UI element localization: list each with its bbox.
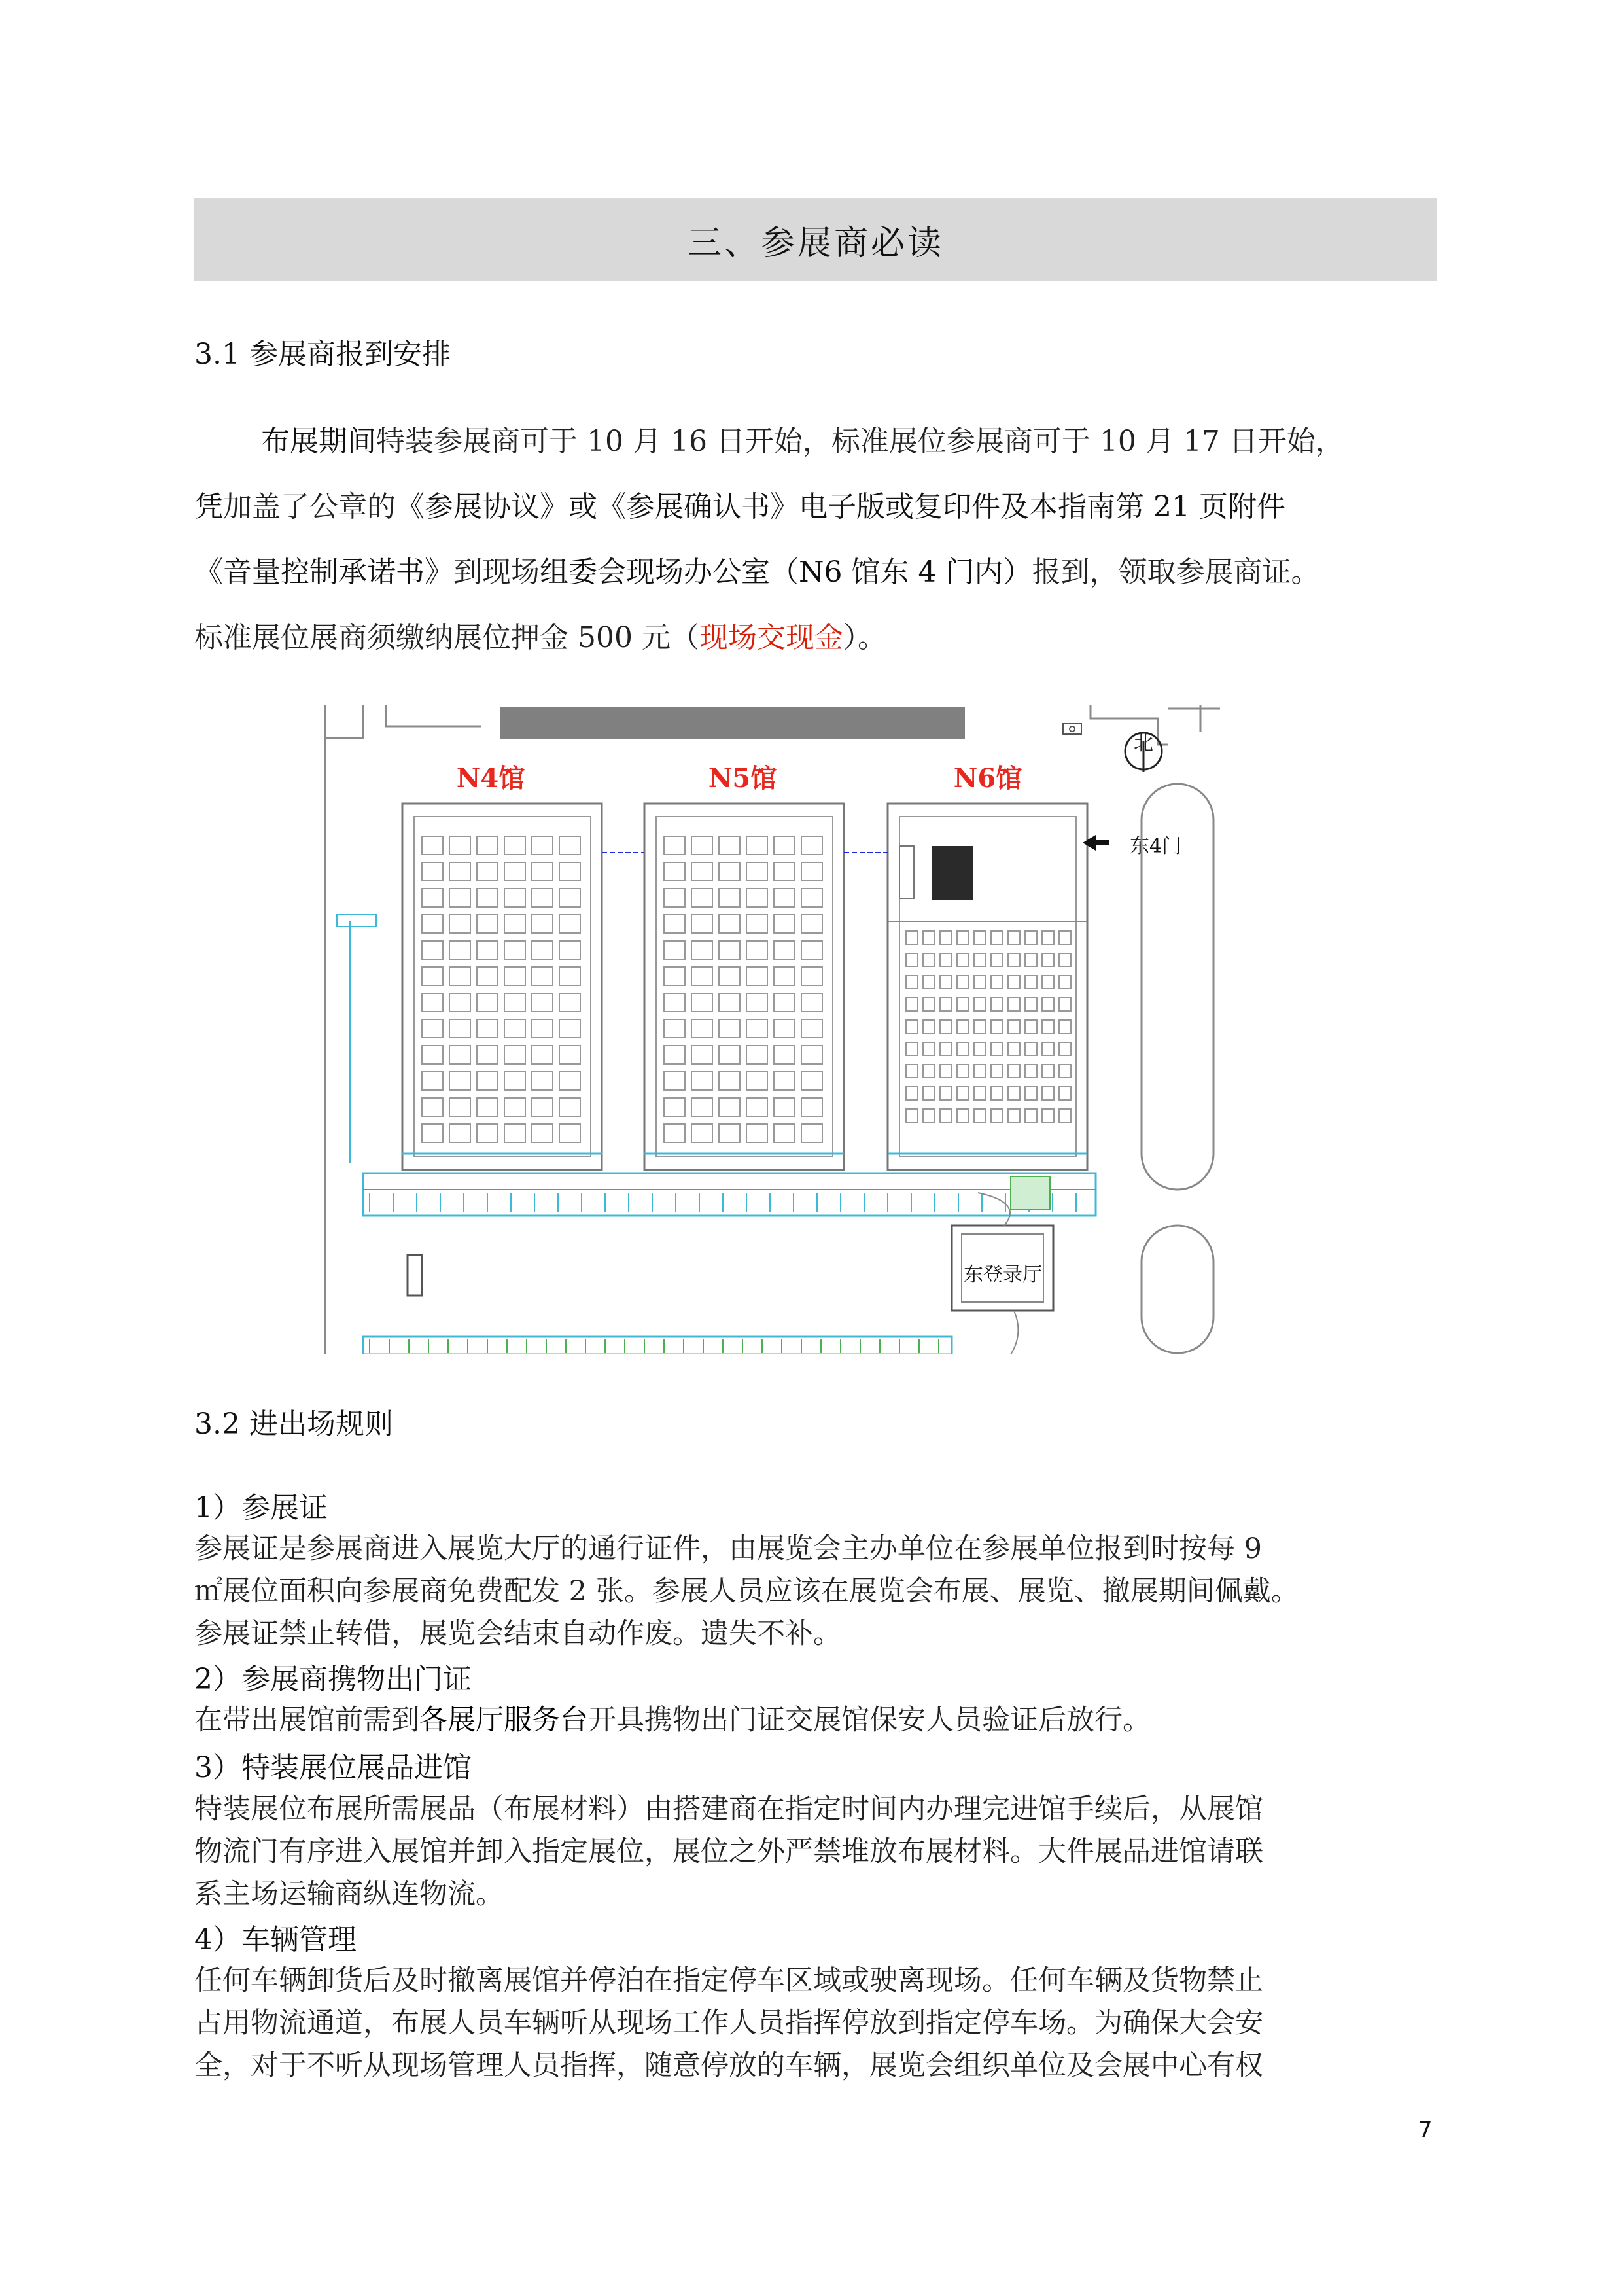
booth-outline: [719, 1046, 740, 1064]
booth-outline: [746, 915, 767, 933]
booth-outline: [957, 1109, 969, 1122]
plain-text: 报到，领取参展商证。: [1032, 556, 1320, 589]
booth-outline: [532, 1019, 553, 1038]
booth-outline: [923, 953, 935, 966]
booth-outline: [719, 993, 740, 1012]
booth-outline: [1025, 1109, 1037, 1122]
text-line: 参展证禁止转借，展览会结束自动作废。遗失不补。: [194, 1617, 841, 1650]
booth-outline: [1008, 1042, 1020, 1055]
booth-outline: [449, 1098, 470, 1116]
booth-outline: [664, 1019, 685, 1038]
booth-outline: [422, 941, 443, 959]
plain-text: ）。: [843, 621, 886, 654]
booth-outline: [449, 1072, 470, 1090]
booth-outline: [664, 1124, 685, 1142]
booth-outline: [974, 1020, 986, 1033]
text-line: 占用物流通道，布展人员车辆听从现场工作人员指挥停放到指定停车场。为确保大会安: [194, 2007, 1263, 2040]
booth-outline: [449, 1124, 470, 1142]
booth-outline: [691, 915, 712, 933]
booth-outline: [991, 976, 1003, 989]
booth-outline: [1059, 1087, 1071, 1100]
booth-outline: [504, 993, 525, 1012]
booth-outline: [449, 889, 470, 907]
booth-outline: [774, 1019, 795, 1038]
booth-outline: [923, 1065, 935, 1078]
text-line: 系主场运输商纵连物流。: [194, 1878, 504, 1911]
paragraph-3-1-line-2: [194, 474, 1437, 540]
booth-outline: [532, 915, 553, 933]
booth-outline: [559, 915, 580, 933]
booth-outline: [991, 1065, 1003, 1078]
booth-outline: [559, 1046, 580, 1064]
heading-3-1: 3.1 参展商报到安排: [194, 338, 451, 371]
booth-outline: [746, 1124, 767, 1142]
registration-label: 东登录厅: [964, 1263, 1042, 1286]
booth-outline: [504, 889, 525, 907]
east-gate-label: 东4门: [1130, 835, 1182, 858]
plain-text: 开具携物出门证交展馆保安人员验证后放行。: [588, 1704, 1151, 1737]
booth-outline: [906, 1109, 918, 1122]
item-4-text: [194, 1960, 1437, 2087]
booth-outline: [559, 1124, 580, 1142]
booth-outline: [774, 862, 795, 881]
booth-outline: [940, 1087, 952, 1100]
booth-outline: [532, 941, 553, 959]
booth-outline: [746, 1019, 767, 1038]
booth-outline: [1025, 1087, 1037, 1100]
item-2-title: 2）参展商携物出门证: [194, 1663, 472, 1696]
booth-outline: [940, 1042, 952, 1055]
booth-outline: [477, 915, 498, 933]
booth-outline: [906, 976, 918, 989]
item-3-title: 3）特装展位展品进馆: [194, 1751, 472, 1784]
booth-outline: [1008, 1020, 1020, 1033]
booth-outline: [1042, 953, 1054, 966]
booth-outline: [801, 1098, 822, 1116]
booth-outline: [1008, 1109, 1020, 1122]
booth-outline: [477, 889, 498, 907]
booth-outline: [719, 1124, 740, 1142]
booth-outline: [801, 1124, 822, 1142]
hall-n6: [888, 804, 1087, 1170]
plain-text: 加盖了公章的: [223, 490, 396, 523]
booth-outline: [1025, 976, 1037, 989]
booth-outline: [422, 1046, 443, 1064]
emph-text: 《参展协议》或《参展确认书》电子版或复印件及本指南第 21 页附件: [396, 490, 1285, 523]
booth-outline: [1008, 1065, 1020, 1078]
booth-outline: [532, 993, 553, 1012]
booth-outline: [746, 836, 767, 855]
booth-outline: [504, 1098, 525, 1116]
booth-outline: [906, 1042, 918, 1055]
booth-outline: [532, 967, 553, 985]
booth-outline: [957, 1042, 969, 1055]
paragraph-3-1-line-4: [194, 605, 1437, 671]
item-3-text: [194, 1788, 1437, 1916]
booth-outline: [664, 941, 685, 959]
booth-outline: [923, 998, 935, 1011]
hall-n4: [402, 804, 602, 1170]
booth-outline: [1042, 931, 1054, 944]
booth-outline: [477, 836, 498, 855]
booth-outline: [1025, 1020, 1037, 1033]
booth-outline: [1059, 976, 1071, 989]
booth-outline: [504, 1046, 525, 1064]
booth-outline: [664, 1098, 685, 1116]
text-line: 全，对于不听从现场管理人员指挥，随意停放的车辆，展览会组织单位及会展中心有权: [194, 2049, 1263, 2082]
booth-outline: [719, 1072, 740, 1090]
booth-outline: [957, 976, 969, 989]
booth-outline: [1059, 1065, 1071, 1078]
booth-outline: [940, 1109, 952, 1122]
booth-outline: [1025, 931, 1037, 944]
booth-outline: [504, 967, 525, 985]
booth-outline: [1059, 931, 1071, 944]
booth-outline: [1008, 998, 1020, 1011]
booth-outline: [691, 1124, 712, 1142]
booth-outline: [559, 889, 580, 907]
booth-outline: [774, 915, 795, 933]
booth-outline: [504, 941, 525, 959]
hall-label-n4: N4馆: [456, 763, 525, 794]
item-1-text: [194, 1528, 1437, 1655]
booth-outline: [940, 1020, 952, 1033]
booth-outline: [974, 998, 986, 1011]
booth-outline: [691, 862, 712, 881]
booth-outline: [801, 889, 822, 907]
text-line: 物流门有序进入展馆并卸入指定展位，展位之外严禁堆放布展材料。大件展品进馆请联: [194, 1835, 1263, 1868]
emph-text: 组委会现场办公室（N6 馆东 4 门内）: [540, 556, 1032, 589]
booth-outline: [801, 915, 822, 933]
booth-outline: [974, 1109, 986, 1122]
booth-outline: [664, 889, 685, 907]
booth-outline: [664, 993, 685, 1012]
booth-outline: [906, 1065, 918, 1078]
booth-outline: [1025, 1065, 1037, 1078]
booth-outline: [991, 1020, 1003, 1033]
booth-outline: [691, 1046, 712, 1064]
north-label: 北: [1134, 732, 1153, 755]
booth-outline: [746, 1072, 767, 1090]
booth-outline: [906, 1087, 918, 1100]
booth-outline: [957, 1065, 969, 1078]
booth-outline: [477, 993, 498, 1012]
booth-outline: [1008, 931, 1020, 944]
booth-outline: [449, 967, 470, 985]
section-banner: [194, 198, 1437, 281]
booth-outline: [774, 1072, 795, 1090]
booth-outline: [664, 1072, 685, 1090]
booth-outline: [940, 1065, 952, 1078]
text-line: ㎡展位面积向参展商免费配发 2 张。参展人员应该在展览会布展、展览、撤展期间佩戴。: [194, 1575, 1299, 1608]
booth-outline: [1008, 1087, 1020, 1100]
page-number: 7: [1418, 2117, 1433, 2143]
booth-outline: [691, 993, 712, 1012]
text-line: 任何车辆卸货后及时撤离展馆并停泊在指定停车区域或驶离现场。任何车辆及货物禁止: [194, 1964, 1263, 1997]
section-title: 三、参展商必读: [687, 223, 944, 263]
booth-outline: [1042, 1065, 1054, 1078]
booth-outline: [923, 931, 935, 944]
booth-outline: [449, 1019, 470, 1038]
booth-outline: [906, 931, 918, 944]
booth-outline: [422, 836, 443, 855]
booth-outline: [957, 953, 969, 966]
hall-n5: [644, 804, 844, 1170]
booth-outline: [691, 1072, 712, 1090]
booth-outline: [940, 976, 952, 989]
hall-label-n6: N6馆: [953, 763, 1022, 794]
booth-outline: [691, 1098, 712, 1116]
booth-outline: [477, 1019, 498, 1038]
booth-outline: [532, 836, 553, 855]
booth-outline: [532, 862, 553, 881]
booth-outline: [1059, 1042, 1071, 1055]
booth-outline: [746, 993, 767, 1012]
booth-outline: [1042, 976, 1054, 989]
paragraph-3-1-line-1: [194, 409, 1437, 474]
booth-outline: [664, 915, 685, 933]
booth-outline: [1042, 1020, 1054, 1033]
booth-outline: [923, 1109, 935, 1122]
booth-outline: [477, 1046, 498, 1064]
booth-outline: [504, 1124, 525, 1142]
booth-outline: [559, 967, 580, 985]
booth-outline: [974, 1042, 986, 1055]
item-1-title: 1）参展证: [194, 1491, 328, 1525]
heading-3-2: 3.2 进出场规则: [194, 1407, 393, 1441]
booth-outline: [532, 1098, 553, 1116]
item-2-text: [194, 1699, 1437, 1742]
booth-outline: [923, 1087, 935, 1100]
booth-outline: [559, 1072, 580, 1090]
booth-outline: [719, 836, 740, 855]
booth-outline: [559, 862, 580, 881]
booth-outline: [801, 941, 822, 959]
hall-n6-dark-block: [932, 846, 973, 900]
booth-outline: [940, 953, 952, 966]
booth-outline: [664, 1046, 685, 1064]
booth-outline: [774, 967, 795, 985]
booth-outline: [1008, 953, 1020, 966]
booth-outline: [477, 862, 498, 881]
booth-outline: [746, 967, 767, 985]
booth-outline: [477, 967, 498, 985]
booth-outline: [664, 862, 685, 881]
booth-outline: [449, 993, 470, 1012]
booth-outline: [940, 998, 952, 1011]
top-building-bar: [500, 707, 965, 739]
booth-outline: [449, 836, 470, 855]
booth-outline: [974, 931, 986, 944]
booth-outline: [991, 1042, 1003, 1055]
booth-outline: [991, 953, 1003, 966]
booth-outline: [940, 931, 952, 944]
booth-outline: [422, 1019, 443, 1038]
booth-outline: [719, 967, 740, 985]
booth-outline: [532, 1124, 553, 1142]
booth-outline: [559, 941, 580, 959]
booth-outline: [719, 862, 740, 881]
booth-outline: [422, 1124, 443, 1142]
booth-outline: [691, 1019, 712, 1038]
booth-outline: [532, 889, 553, 907]
text-line: 参展证是参展商进入展览大厅的通行证件，由展览会主办单位在参展单位报到时按每 9: [194, 1532, 1263, 1565]
booth-outline: [923, 1042, 935, 1055]
booth-outline: [1042, 1042, 1054, 1055]
booth-outline: [1042, 1109, 1054, 1122]
booth-outline: [449, 941, 470, 959]
text-line: 特装展位布展所需展品（布展材料）由搭建商在指定时间内办理完进馆手续后，从展馆: [194, 1793, 1263, 1826]
booth-outline: [906, 953, 918, 966]
booth-outline: [991, 998, 1003, 1011]
booth-outline: [449, 862, 470, 881]
booth-outline: [974, 1087, 986, 1100]
highlight-text: 现场交现金: [699, 621, 843, 654]
booth-outline: [774, 836, 795, 855]
east-registration-hall: [952, 1193, 1053, 1354]
booth-outline: [957, 931, 969, 944]
booth-outline: [1042, 1087, 1054, 1100]
booth-outline: [1042, 998, 1054, 1011]
booth-outline: [774, 1098, 795, 1116]
booth-outline: [774, 1124, 795, 1142]
booth-outline: [774, 1046, 795, 1064]
booth-outline: [801, 836, 822, 855]
booth-outline: [532, 1072, 553, 1090]
booth-outline: [504, 862, 525, 881]
north-compass-icon: [1125, 732, 1162, 772]
booth-outline: [746, 1098, 767, 1116]
booth-outline: [504, 836, 525, 855]
booth-outline: [691, 967, 712, 985]
booth-outline: [422, 1072, 443, 1090]
booth-outline: [801, 862, 822, 881]
booth-outline: [801, 1046, 822, 1064]
booth-outline: [664, 967, 685, 985]
booth-outline: [991, 1109, 1003, 1122]
booth-outline: [974, 976, 986, 989]
plain-text: 在带出展馆前需到: [194, 1704, 419, 1737]
booth-outline: [691, 889, 712, 907]
booth-outline: [532, 1046, 553, 1064]
booth-outline: [1008, 976, 1020, 989]
booth-outline: [1025, 1042, 1037, 1055]
booth-outline: [906, 1020, 918, 1033]
booth-outline: [801, 1072, 822, 1090]
booth-outline: [719, 915, 740, 933]
booth-outline: [559, 993, 580, 1012]
plain-text: 到现场: [453, 556, 540, 589]
booth-outline: [719, 941, 740, 959]
booth-outline: [974, 953, 986, 966]
booth-outline: [449, 1046, 470, 1064]
booth-outline: [957, 998, 969, 1011]
booth-outline: [991, 1087, 1003, 1100]
booth-outline: [477, 1072, 498, 1090]
booth-outline: [719, 1019, 740, 1038]
venue-floor-plan: [324, 705, 1220, 1354]
booth-outline: [691, 836, 712, 855]
booth-outline: [801, 967, 822, 985]
booth-outline: [1059, 1109, 1071, 1122]
booth-outline: [746, 862, 767, 881]
booth-outline: [422, 889, 443, 907]
plain-text: 特装参展商可于 10 月 16 日开始，标准展位参展商可于 10 月 17 日开始，: [376, 425, 1344, 458]
booth-outline: [906, 998, 918, 1011]
booth-outline: [559, 836, 580, 855]
booth-outline: [559, 1019, 580, 1038]
booth-outline: [1025, 953, 1037, 966]
booth-outline: [774, 941, 795, 959]
booth-outline: [422, 915, 443, 933]
booth-outline: [1059, 953, 1071, 966]
booth-outline: [559, 1098, 580, 1116]
east-gate-marker: [1083, 835, 1181, 858]
booth-outline: [477, 941, 498, 959]
paragraph-3-1-line-3: [194, 540, 1437, 605]
booth-outline: [801, 993, 822, 1012]
booth-outline: [923, 1020, 935, 1033]
booth-outline: [957, 1020, 969, 1033]
booth-outline: [422, 1098, 443, 1116]
booth-outline: [504, 915, 525, 933]
booth-outline: [923, 976, 935, 989]
booth-outline: [774, 993, 795, 1012]
booth-outline: [801, 1019, 822, 1038]
booth-outline: [422, 967, 443, 985]
booth-outline: [746, 941, 767, 959]
booth-outline: [664, 836, 685, 855]
booth-outline: [1025, 998, 1037, 1011]
emph-text: 布展期间: [261, 425, 376, 458]
booth-outline: [1059, 998, 1071, 1011]
booth-outline: [746, 889, 767, 907]
booth-outline: [957, 1087, 969, 1100]
booth-outline: [991, 931, 1003, 944]
booth-outline: [477, 1098, 498, 1116]
item-4-title: 4）车辆管理: [194, 1923, 357, 1956]
booth-outline: [719, 889, 740, 907]
booth-outline: [449, 915, 470, 933]
booth-outline: [504, 1072, 525, 1090]
booth-outline: [477, 1124, 498, 1142]
booth-outline: [691, 941, 712, 959]
booth-outline: [422, 862, 443, 881]
booth-outline: [719, 1098, 740, 1116]
emph-text: 各展厅服务台: [419, 1704, 588, 1737]
emph-text: 《音量控制承诺书》: [194, 556, 453, 589]
booth-outline: [1059, 1020, 1071, 1033]
plain-text: 标准展位展商须缴纳展位押金 500 元（: [194, 621, 699, 654]
emph-text: 凭: [194, 490, 223, 523]
booth-outline: [504, 1019, 525, 1038]
booth-outline: [746, 1046, 767, 1064]
hall-label-n5: N5馆: [708, 763, 777, 794]
booth-outline: [422, 993, 443, 1012]
booth-outline: [774, 889, 795, 907]
booth-outline: [974, 1065, 986, 1078]
